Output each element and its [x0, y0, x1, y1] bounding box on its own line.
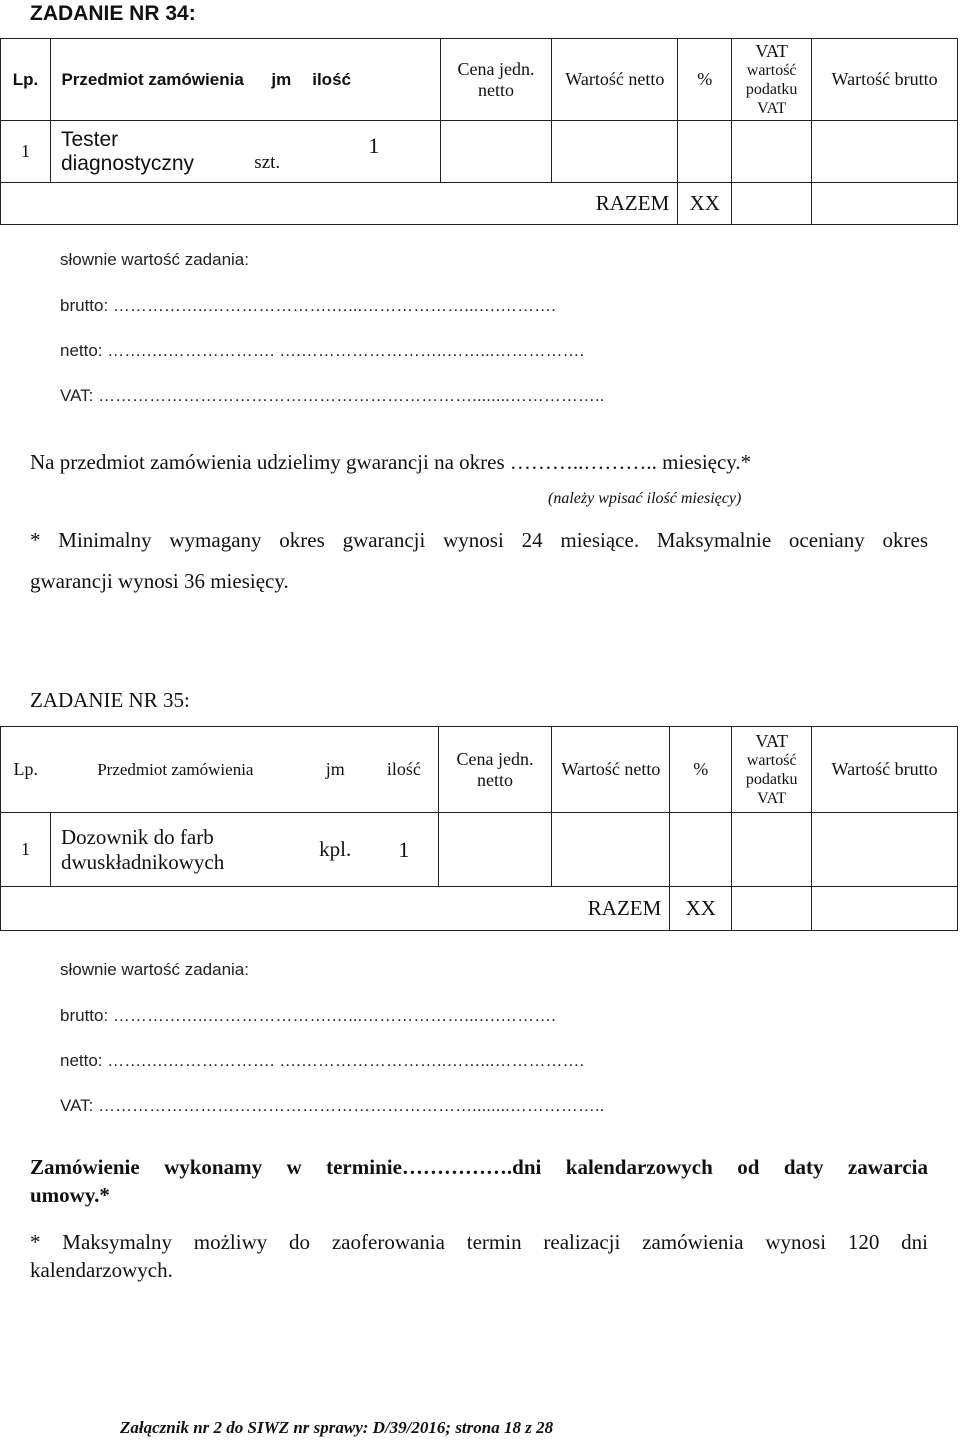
row-vat[interactable] — [732, 813, 812, 887]
row-lp: 1 — [1, 121, 51, 183]
col-header-item: Przedmiot zamówienia — [50, 39, 254, 121]
col-header-pct: % — [670, 727, 732, 813]
deadline-text-line2: umowy.* — [30, 1183, 110, 1207]
row-gross[interactable] — [812, 813, 958, 887]
task34-brutto-line[interactable]: brutto: ……………..………………….…...………………...….………. — [60, 296, 556, 315]
col-header-net: Wartość netto — [552, 39, 678, 121]
row-price[interactable] — [440, 121, 552, 183]
total-label: RAZEM — [438, 887, 670, 931]
row-price[interactable] — [438, 813, 552, 887]
col-header-vat-title: VAT — [755, 40, 788, 61]
col-header-item: Przedmiot zamówienia — [50, 727, 300, 813]
col-header-qty: ilość — [308, 39, 440, 121]
warranty-hint: (należy wpisać ilość miesięcy) — [548, 490, 742, 507]
warranty-note-line1: * Minimalny wymagany okres gwarancji wynosi 24 miesiące. Maksymalnie oceniany okres — [30, 528, 928, 552]
col-header-lp: Lp. — [1, 39, 51, 121]
row-pct[interactable] — [670, 813, 732, 887]
row-item: Dozownik do farb dwuskładnikowych — [50, 813, 300, 887]
row-qty: 1 — [308, 121, 440, 183]
task35-order-table — [0, 726, 958, 931]
warranty-text[interactable]: Na przedmiot zamówienia udzielimy gwarancji na okres ………..……….. miesięcy.* — [30, 450, 752, 474]
deadline-note-line2: kalendarzowych. — [30, 1258, 173, 1282]
row-lp: 1 — [1, 813, 51, 887]
total-gross[interactable] — [812, 887, 958, 931]
col-header-jm: jm — [300, 727, 370, 813]
total-gross[interactable] — [812, 183, 958, 225]
deadline-text-line1[interactable]: Zamówienie wykonamy w terminie…………….dni kalendarzowych od daty zawarcia — [30, 1155, 928, 1179]
col-header-gross: Wartość brutto — [812, 727, 958, 813]
row-jm: szt. — [254, 121, 308, 183]
page-footer: Załącznik nr 2 do SIWZ nr sprawy: D/39/2016; strona 18 z 28 — [120, 1418, 554, 1437]
task35-heading: ZADANIE NR 35: — [30, 688, 190, 712]
total-label: RAZEM — [440, 183, 678, 225]
total-vat[interactable] — [732, 183, 812, 225]
deadline-note-line1: * Maksymalny możliwy do zaoferowania termin realizacji zamówienia wynosi 120 dni — [30, 1230, 928, 1254]
col-header-price: Cena jedn. netto — [438, 727, 552, 813]
task34-order-table — [0, 38, 958, 225]
warranty-note-line2: gwarancji wynosi 36 miesięcy. — [30, 569, 289, 593]
row-vat[interactable] — [732, 121, 812, 183]
col-header-lp: Lp. — [1, 727, 51, 813]
col-header-vat — [732, 727, 812, 813]
col-header-vat-value: wartość podatku VAT — [745, 61, 798, 117]
col-header-pct: % — [678, 39, 732, 121]
task35-brutto-line[interactable]: brutto: ……………..………………….…...………………...….………. — [60, 1006, 556, 1025]
col-header-net: Wartość netto — [552, 727, 670, 813]
col-header-jm: jm — [254, 39, 308, 121]
task34-vat-line[interactable]: VAT: …………………………………………………………........…………….. — [60, 386, 605, 405]
col-header-qty: ilość — [370, 727, 438, 813]
col-header-price: Cena jedn. netto — [440, 39, 552, 121]
row-gross[interactable] — [812, 121, 958, 183]
row-jm: kpl. — [300, 813, 370, 887]
task34-heading: ZADANIE NR 34: — [30, 2, 196, 25]
total-pct: XX — [678, 183, 732, 225]
col-header-vat-title: VAT — [755, 730, 789, 751]
total-pct: XX — [670, 887, 732, 931]
row-item: Tester diagnostyczny — [50, 121, 254, 183]
row-net[interactable] — [552, 813, 670, 887]
task34-words-label: słownie wartość zadania: — [60, 250, 249, 269]
task35-words-label: słownie wartość zadania: — [60, 960, 249, 979]
task34-netto-line[interactable]: netto: …….….………………. ….……………………..……...……………. — [60, 341, 585, 360]
col-header-gross: Wartość brutto — [812, 39, 958, 121]
row-net[interactable] — [552, 121, 678, 183]
task35-vat-line[interactable]: VAT: …………………………………………………………........…………….. — [60, 1096, 605, 1115]
row-pct[interactable] — [678, 121, 732, 183]
col-header-vat-value: wartość podatku VAT — [745, 751, 798, 807]
task35-netto-line[interactable]: netto: …….….………………. ….……………………..……...……………. — [60, 1051, 585, 1070]
row-qty: 1 — [370, 813, 438, 887]
total-vat[interactable] — [732, 887, 812, 931]
col-header-vat — [732, 39, 812, 121]
